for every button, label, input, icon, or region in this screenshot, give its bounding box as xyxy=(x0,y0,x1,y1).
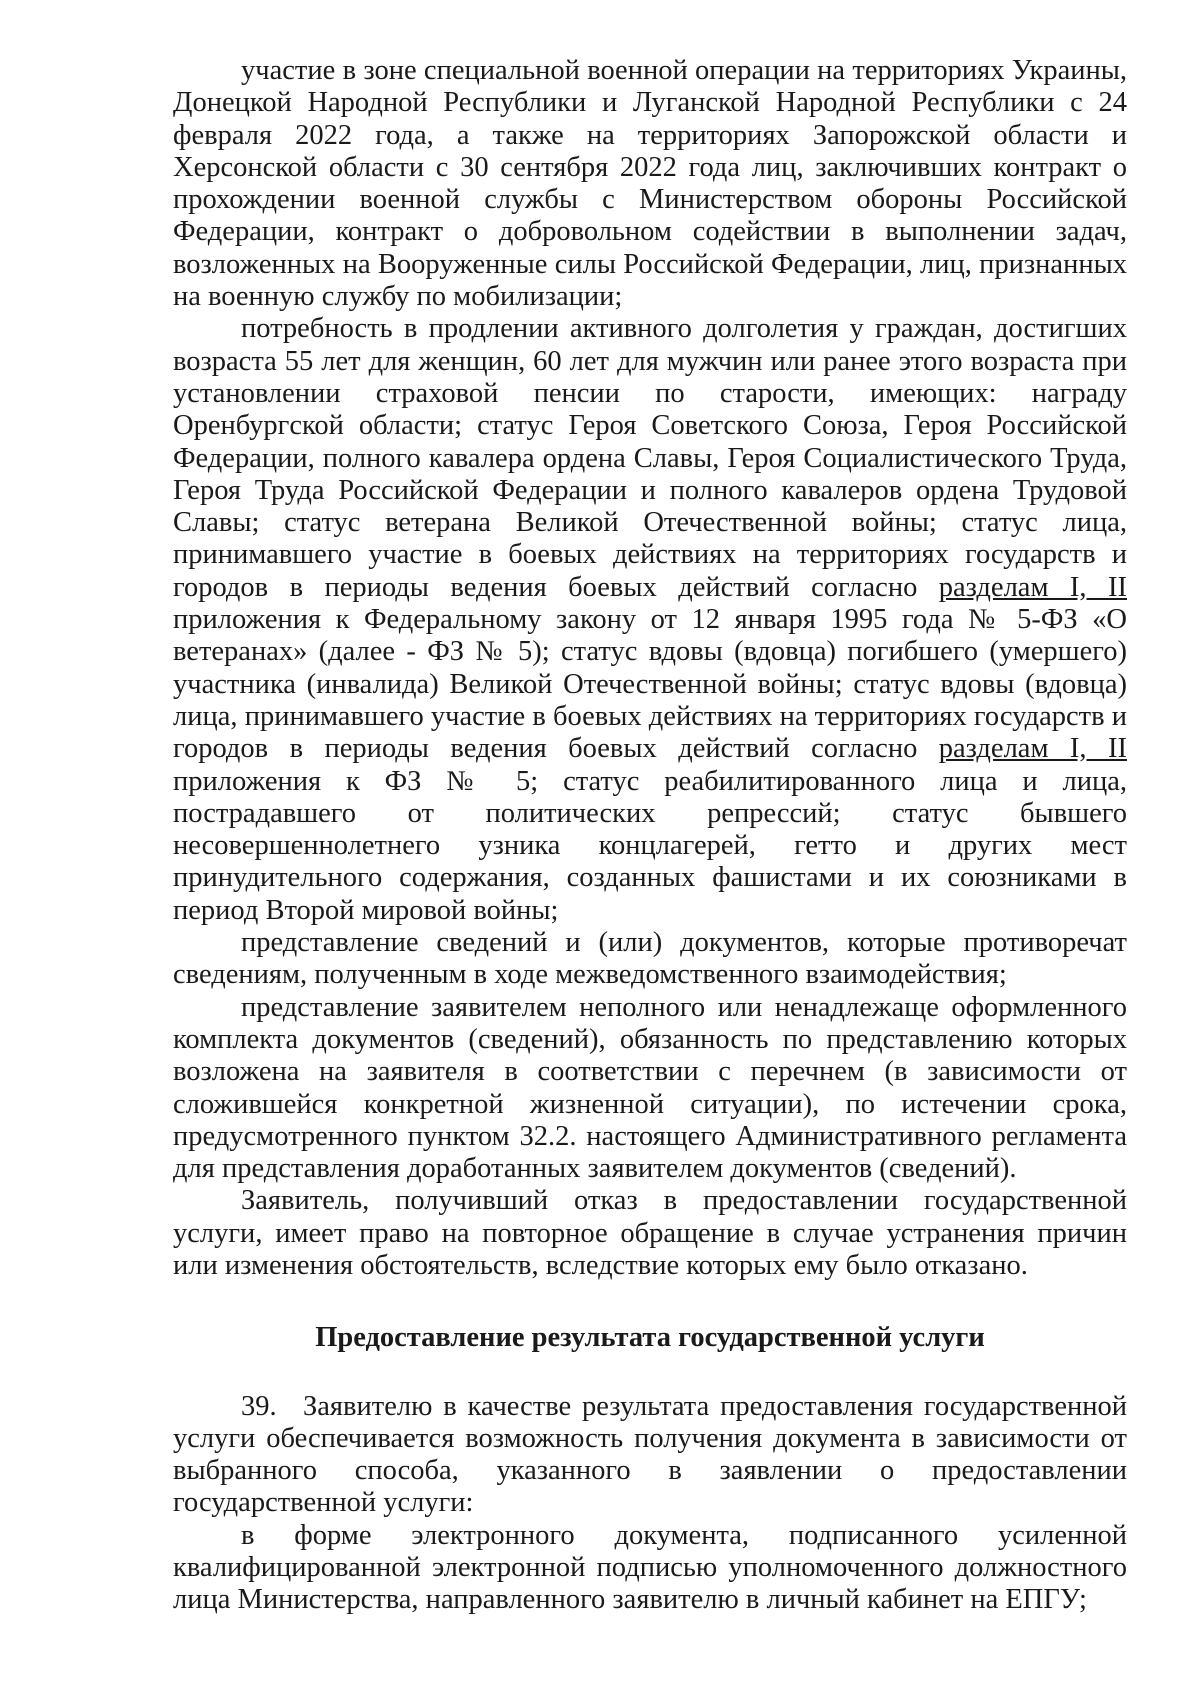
paragraph-text: Заявителю в качестве результата предоставления государственной услуги обеспечивается возможность получения документа в зависимости от выбранного способа, указанного в заявлении о предоставлении государственной услуги: xyxy=(173,1390,1127,1519)
paragraph-svo-participants: участие в зоне специальной военной операции на территориях Украины, Донецкой Народной Республики и Луганской Народной Республики с 24 февраля 2022 года, а также на территориях Запорожской области и Херсонской области с 30 сентября 2022 года лиц, заключивших контракт о прохождении военной службы с Министерством обороны Российской Федерации, контракт о добровольном содействии в выполнении задач, возложенных на Вооруженные силы Российской Федерации, лиц, признанных на военную службу по мобилизации; xyxy=(173,55,1127,313)
paragraph-active-longevity xyxy=(173,313,1127,927)
paragraph-text: потребность в продлении активного долголетия у граждан, достигших возраста 55 лет для женщин, 60 лет для мужчин или ранее этого возраста при установлении страховой пенсии по старости, имеющих: награду Оренбургской области; статус Героя Советского Союза, Героя Российской Федерации, полного кавалера ордена Славы, Героя Социалистического Труда, Героя Труда Российской Федерации и полного кавалеров ордена Трудовой Славы; статус ветерана Великой Отечественной войны; статус лица, принимавшего участие в боевых действиях на территориях государств и городов в периоды ведения боевых действий согласно xyxy=(173,313,1127,603)
paragraph-refusal-rights: Заявитель, получивший отказ в предоставлении государственной услуги, имеет право на повторное обращение в случае устранения причин или изменения обстоятельств, вследствие которых ему было отказано. xyxy=(173,1185,1127,1281)
paragraph-electronic-doc: в форме электронного документа, подписанного усиленной квалифицированной электронной подписью уполномоченного должностного лица Министерства, направленного заявителю в личный кабинет на ЕПГУ; xyxy=(173,1519,1127,1616)
link-sections-2[interactable]: разделам I, II xyxy=(938,733,1127,765)
section-heading: Предоставление результата государственной услуги xyxy=(315,1322,985,1354)
paragraph-contradicting-info: представление сведений и (или) документов, которые противоречат сведениям, полученным в ходе межведомственного взаимодействия; xyxy=(173,927,1127,991)
link-sections-1[interactable]: разделам I, II xyxy=(938,571,1127,603)
paragraph-text: приложения к ФЗ № 5; статус реабилитированного лица и лица, пострадавшего от политических репрессий; статус бывшего несовершеннолетнего узника концлагерей, гетто и других мест принудительного содержания, созданных фашистами и их союзниками в период Второй мировой войны; xyxy=(173,765,1127,926)
paragraph-incomplete-docs: представление заявителем неполного или ненадлежаще оформленного комплекта документов (сведений), обязанность по представлению которых возложена на заявителя в соответствии с перечнем (в зависимости от сложившейся конкретной жизненной ситуации), по истечении срока, предусмотренного пунктом 32.2. настоящего Административного регламента для представления доработанных заявителем документов (сведений). xyxy=(173,991,1127,1185)
document-page xyxy=(173,55,1127,1617)
paragraph-text: приложения к Федеральному закону от 12 января 1995 года № 5-ФЗ «О ветеранах» (далее - ФЗ № 5); статус вдовы (вдовца) погибшего (умершего) участника (инвалида) Великой Отечественной войны; статус вдовы (вдовца) лица, принимавшего участие в боевых действиях на территориях государств и городов в периоды ведения боевых действий согласно xyxy=(173,604,1127,765)
paragraph-39 xyxy=(173,1391,1127,1520)
paragraph-number: 39. xyxy=(241,1390,277,1422)
